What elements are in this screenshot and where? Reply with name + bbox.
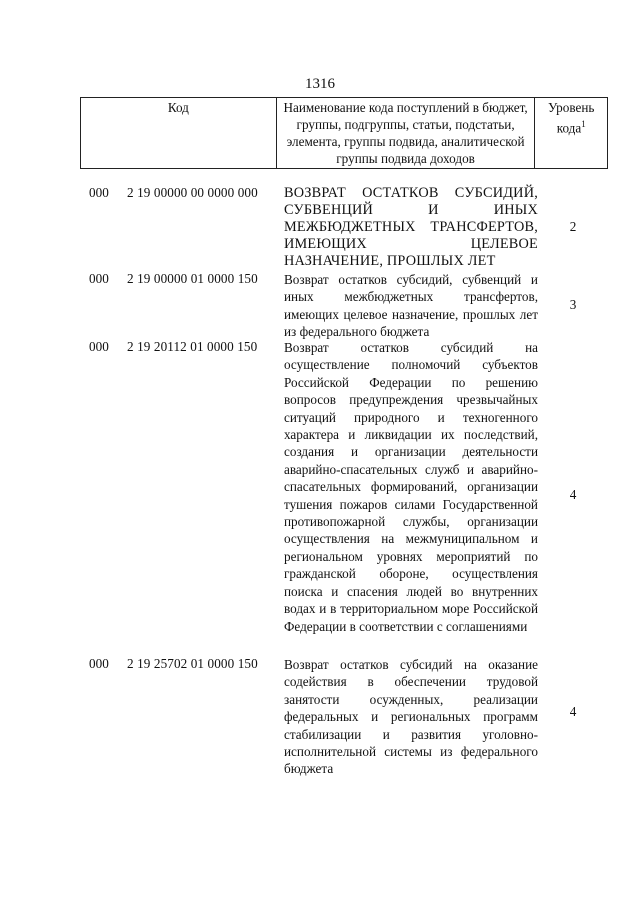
revenue-name: ВОЗВРАТ ОСТАТКОВ СУБСИДИЙ, СУБВЕНЦИЙ И ИНЫХ МЕЖБЮДЖЕТНЫХ ТРАНСФЕРТОВ, ИМЕЮЩИХ ЦЕЛЕВОЕ НАЗНАЧЕНИЕ, ПРОШЛЫХ ЛЕТ xyxy=(284,185,538,269)
admin-code: 000 xyxy=(89,185,109,200)
table-header xyxy=(80,97,608,169)
header-level xyxy=(535,98,608,169)
revenue-code: 2 19 20112 01 0000 150 xyxy=(127,339,258,354)
revenue-name: Возврат остатков субсидий на осуществление полномочий субъектов Российской Федерации по решению вопросов предупреждения чрезвычайных ситуаций природного и техногенного характера и ликвидации их последствий, создания и организации деятельности аварийно-спасательных служб и аварийно-спасательных формирований, организации тушения пожаров силами Государственной противопожарной службы, организации осуществления на межмуниципальном и региональном уровнях мероприятий по гражданской обороне, осуществления поиска и спасения людей во внутренних водах и в территориальном море Российской Федерации в соответствии с соглашениями xyxy=(284,340,538,634)
code-level: 3 xyxy=(569,297,577,312)
code-level: 2 xyxy=(569,219,577,234)
admin-code: 000 xyxy=(89,339,109,354)
header-name: Наименование кода поступлений в бюджет, группы, подгруппы, статьи, подстатьи, элемента, группы подвида, аналитической группы подвида доходов xyxy=(276,98,535,169)
revenue-code: 2 19 25702 01 0000 150 xyxy=(127,656,258,671)
revenue-name: Возврат остатков субсидий на оказание содействия в обеспечении трудовой занятости осужденных, реализации федеральных и региональных программ стабилизации и развития уголовно-исполнительной системы из федерального бюджета xyxy=(284,657,538,777)
header-level-text: Уровень кода xyxy=(548,100,595,136)
admin-code: 000 xyxy=(89,656,109,671)
revenue-code: 2 19 00000 00 0000 000 xyxy=(127,185,258,200)
page-number: 1316 xyxy=(305,76,335,92)
admin-code: 000 xyxy=(89,271,109,286)
revenue-name: Возврат остатков субсидий, субвенций и иных межбюджетных трансфертов, имеющих целевое назначение, прошлых лет из федерального бюджета xyxy=(284,272,538,340)
code-level: 4 xyxy=(569,487,577,502)
header-level-footnote: 1 xyxy=(581,119,586,129)
header-code: Код xyxy=(81,98,277,169)
revenue-code: 2 19 00000 01 0000 150 xyxy=(127,271,258,286)
code-level: 4 xyxy=(569,704,577,719)
